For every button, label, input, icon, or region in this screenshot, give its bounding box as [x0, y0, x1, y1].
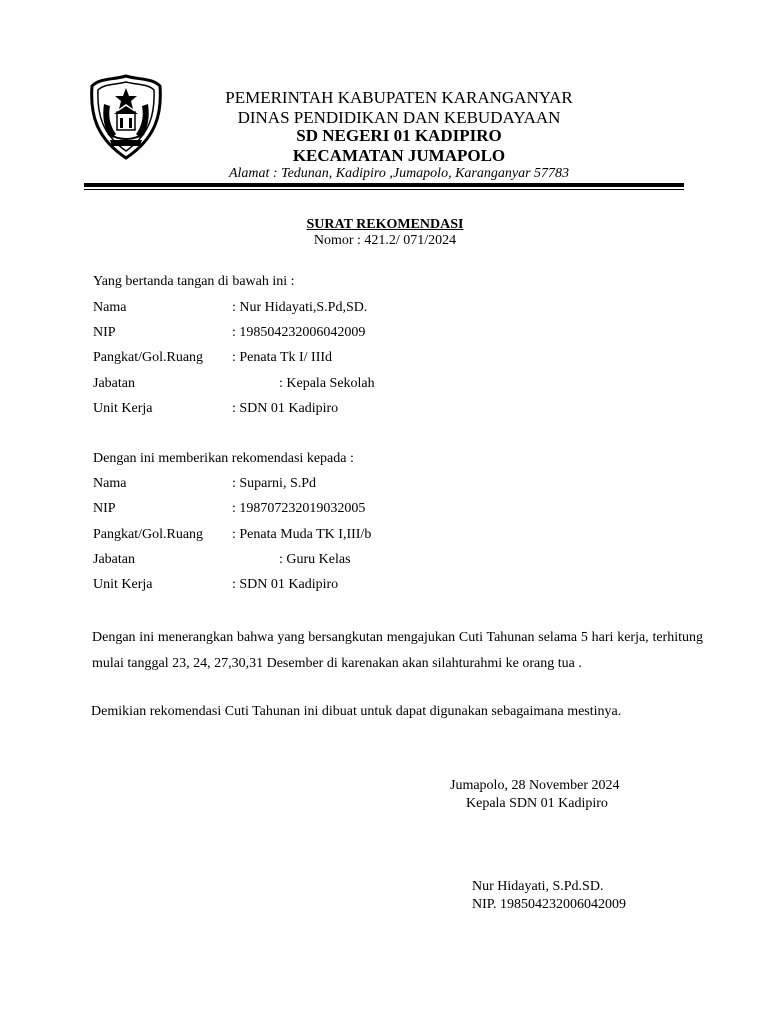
regional-emblem-icon	[90, 74, 162, 160]
signer-label-rank: Pangkat/Gol.Ruang	[93, 350, 204, 365]
signer-value-rank: : Penata Tk I/ IIId	[232, 350, 333, 365]
recipient-label-nip: NIP	[93, 501, 116, 516]
recipient-label-name: Nama	[93, 476, 127, 491]
signer-label-nip: NIP	[93, 325, 116, 340]
header-address: Alamat : Tedunan, Kadipiro ,Jumapolo, Karanganyar 57783	[228, 166, 570, 181]
header-district: KECAMATAN JUMAPOLO	[292, 146, 506, 165]
header-government: PEMERINTAH KABUPATEN KARANGANYAR	[225, 88, 573, 107]
recipient-value-position: : Guru Kelas	[279, 552, 351, 567]
signature-nip: NIP. 198504232006042009	[472, 897, 627, 912]
signer-value-unit: : SDN 01 Kadipiro	[232, 401, 339, 416]
body-paragraph: Dengan ini menerangkan bahwa yang bersangkutan mengajukan Cuti Tahunan selama 5 hari kerja, terhitung mulai tanggal 23, 24, 27,30,31 Desember di karenakan akan silahturahmi ke orang tua .	[92, 630, 703, 671]
signer-value-nip: : 198504232006042009	[232, 325, 366, 340]
header-divider-thin	[84, 189, 684, 190]
recipient-label-unit: Unit Kerja	[93, 577, 153, 592]
letter-number: Nomor : 421.2/ 071/2024	[313, 233, 457, 248]
letter-title: SURAT REKOMENDASI	[306, 217, 464, 232]
signer-label-unit: Unit Kerja	[93, 401, 153, 416]
signature-name: Nur Hidayati, S.Pd.SD.	[472, 879, 604, 894]
signer-intro: Yang bertanda tangan di bawah ini :	[93, 274, 295, 289]
recipient-label-position: Jabatan	[93, 552, 135, 567]
header-divider-thick	[84, 183, 684, 187]
signer-label-position: Jabatan	[93, 376, 135, 391]
recipient-value-unit: : SDN 01 Kadipiro	[232, 577, 339, 592]
recipient-intro: Dengan ini memberikan rekomendasi kepada :	[93, 451, 354, 466]
signature-position: Kepala SDN 01 Kadipiro	[466, 796, 608, 811]
recipient-value-name: : Suparni, S.Pd	[232, 476, 317, 491]
signer-value-name: : Nur Hidayati,S.Pd,SD.	[232, 300, 368, 315]
header-agency: DINAS PENDIDIKAN DAN KEBUDAYAAN	[237, 108, 561, 127]
recipient-value-rank: : Penata Muda TK I,III/b	[232, 527, 372, 542]
recipient-label-rank: Pangkat/Gol.Ruang	[93, 527, 204, 542]
signer-label-name: Nama	[93, 300, 127, 315]
closing-statement: Demikian rekomendasi Cuti Tahunan ini dibuat untuk dapat digunakan sebagaimana mestinya.	[91, 704, 622, 719]
recipient-value-nip: : 198707232019032005	[232, 501, 366, 516]
signature-place-date: Jumapolo, 28 November 2024	[450, 778, 620, 793]
signer-value-position: : Kepala Sekolah	[279, 376, 375, 391]
header-school: SD NEGERI 01 KADIPIRO	[296, 126, 502, 145]
